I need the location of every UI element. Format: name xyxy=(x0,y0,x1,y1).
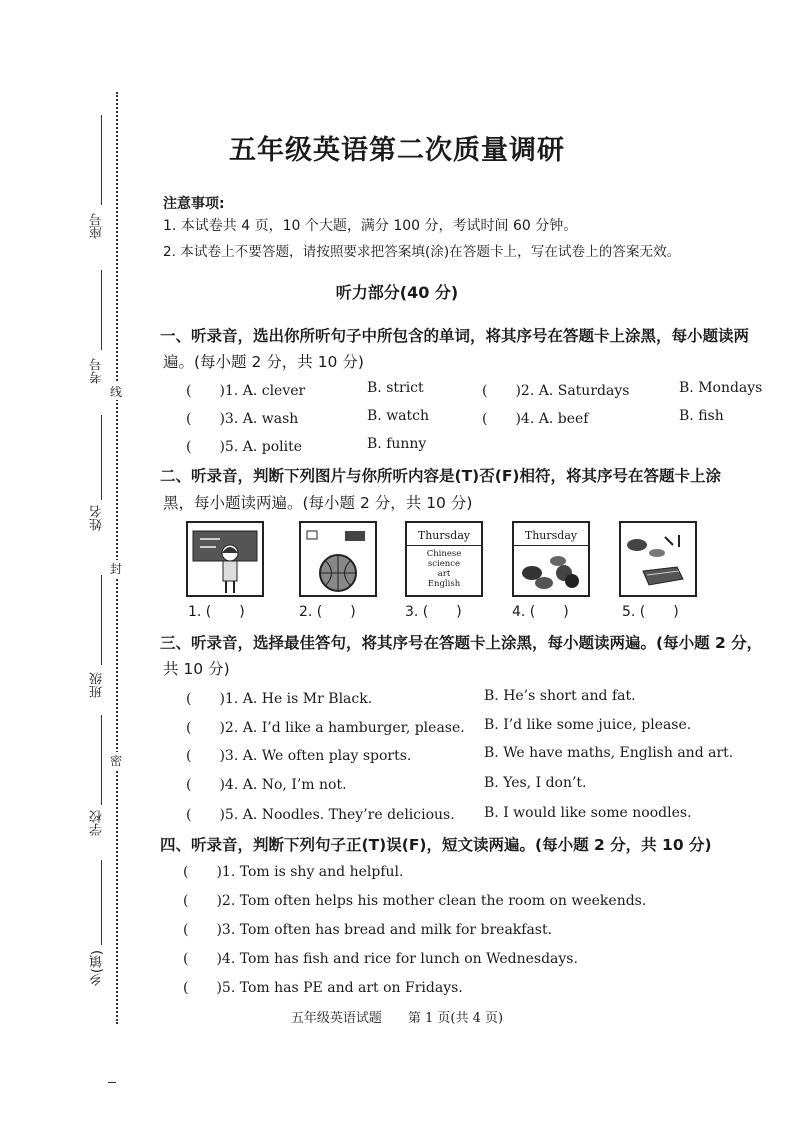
name-label: 姓名 xyxy=(90,505,105,531)
s3-q3-a: ( )3. A. We often play sports. xyxy=(186,748,412,764)
s2-answer-2: 2. ( ) xyxy=(299,604,356,620)
section2-title: 二、听录音，判断下列图片与你所听内容是(T)否(F)相符，将其序号在答题卡上涂 xyxy=(160,467,721,485)
s4-item-3: ( )3. Tom often has bread and milk for breakfast. xyxy=(183,922,553,938)
s1-q2-b: B. Mondays xyxy=(679,380,763,396)
pic3-heading: Thursday xyxy=(407,529,481,546)
exam-number-label: 考号 xyxy=(90,358,105,384)
s2-answer-1: 1. ( ) xyxy=(188,604,245,620)
section2-title-cont: 黑，每小题读两遍。(每小题 2 分，共 10 分) xyxy=(163,494,473,512)
binding-dotted-line xyxy=(116,92,118,1024)
s1-q2: ( )2. A. Saturdays xyxy=(482,383,630,399)
s4-item-5: ( )5. Tom has PE and art on Fridays. xyxy=(183,980,463,996)
picture-3-timetable xyxy=(405,521,483,597)
school-line xyxy=(101,715,102,805)
pic3-subject-2: science xyxy=(427,559,461,569)
notes-heading: 注意事项: xyxy=(163,196,225,212)
s1-q3-b: B. watch xyxy=(367,408,430,424)
s4-item-2: ( )2. Tom often helps his mother clean the room on weekends. xyxy=(183,893,647,909)
s3-q1-b: B. He’s short and fat. xyxy=(484,688,636,704)
picture-5-dinner xyxy=(619,521,697,597)
seal-char-seal: 封 xyxy=(110,562,123,576)
section3-title-cont: 共 10 分) xyxy=(163,660,230,678)
pic4-heading: Thursday xyxy=(514,529,588,546)
section1-title-cont: 遍。(每小题 2 分，共 10 分) xyxy=(163,353,364,371)
s1-q5-b: B. funny xyxy=(367,436,427,452)
s4-item-1: ( )1. Tom is shy and helpful. xyxy=(183,864,404,880)
township-label: 乡(镇) xyxy=(90,950,105,987)
seal-char-line: 线 xyxy=(110,385,123,399)
s2-answer-4: 4. ( ) xyxy=(512,604,569,620)
corner-mark xyxy=(108,1082,116,1083)
s2-answer-5: 5. ( ) xyxy=(622,604,679,620)
township-line xyxy=(101,860,102,945)
pic3-subject-1: Chinese xyxy=(426,549,462,559)
s3-q4-b: B. Yes, I don’t. xyxy=(484,775,587,791)
s3-q5-a: ( )5. A. Noodles. They’re delicious. xyxy=(186,807,455,823)
s1-q3: ( )3. A. wash xyxy=(186,411,299,427)
s1-q1: ( )1. A. clever xyxy=(186,383,306,399)
picture-4-food xyxy=(512,521,590,597)
pic3-subject-4: English xyxy=(427,579,461,589)
class-line xyxy=(101,575,102,665)
listening-heading: 听力部分(40 分) xyxy=(335,283,459,302)
school-label: 学校 xyxy=(90,810,105,836)
page-footer: 五年级英语试题 第 1 页(共 4 页) xyxy=(290,1011,504,1026)
section1-title: 一、听录音，选出你所听句子中所包含的单词，将其序号在答题卡上涂黑，每小题读两 xyxy=(160,327,750,345)
exam-title: 五年级英语第二次质量调研 xyxy=(229,135,565,166)
s1-q5: ( )5. A. polite xyxy=(186,439,302,455)
s3-q3-b: B. We have maths, English and art. xyxy=(484,745,734,761)
pic3-subjects xyxy=(407,549,481,589)
seal-char-secret: 密 xyxy=(110,754,123,768)
s4-item-4: ( )4. Tom has fish and rice for lunch on Wednesdays. xyxy=(183,951,578,967)
picture-2-basketball xyxy=(299,521,377,597)
section3-title: 三、听录音，选择最佳答句，将其序号在答题卡上涂黑，每小题读两遍。(每小题 2 分， xyxy=(160,634,763,652)
section4-title: 四、听录音，判断下列句子正(T)误(F)，短文读两遍。(每小题 2 分，共 10 分) xyxy=(160,836,712,854)
s1-q4: ( )4. A. beef xyxy=(482,411,589,427)
s3-q1-a: ( )1. A. He is Mr Black. xyxy=(186,691,373,707)
note-item-1: 1. 本试卷共 4 页，10 个大题，满分 100 分，考试时间 60 分钟。 xyxy=(163,218,578,234)
s1-q4-b: B. fish xyxy=(679,408,724,424)
seat-number-label: 座号 xyxy=(90,213,105,239)
s2-answer-3: 3. ( ) xyxy=(405,604,462,620)
note-item-2: 2. 本试卷上不要答题，请按照要求把答案填(涂)在答题卡上，写在试卷上的答案无效。 xyxy=(163,244,681,260)
pic3-subject-3: art xyxy=(437,569,451,579)
s3-q2-b: B. I’d like some juice, please. xyxy=(484,717,692,733)
name-line xyxy=(101,415,102,500)
s3-q5-b: B. I would like some noodles. xyxy=(484,805,692,821)
class-label: 班级 xyxy=(90,672,105,698)
s1-q1-b: B. strict xyxy=(367,380,424,396)
s3-q4-a: ( )4. A. No, I’m not. xyxy=(186,777,347,793)
s3-q2-a: ( )2. A. I’d like a hamburger, please. xyxy=(186,720,465,736)
picture-1-teacher xyxy=(186,521,264,597)
